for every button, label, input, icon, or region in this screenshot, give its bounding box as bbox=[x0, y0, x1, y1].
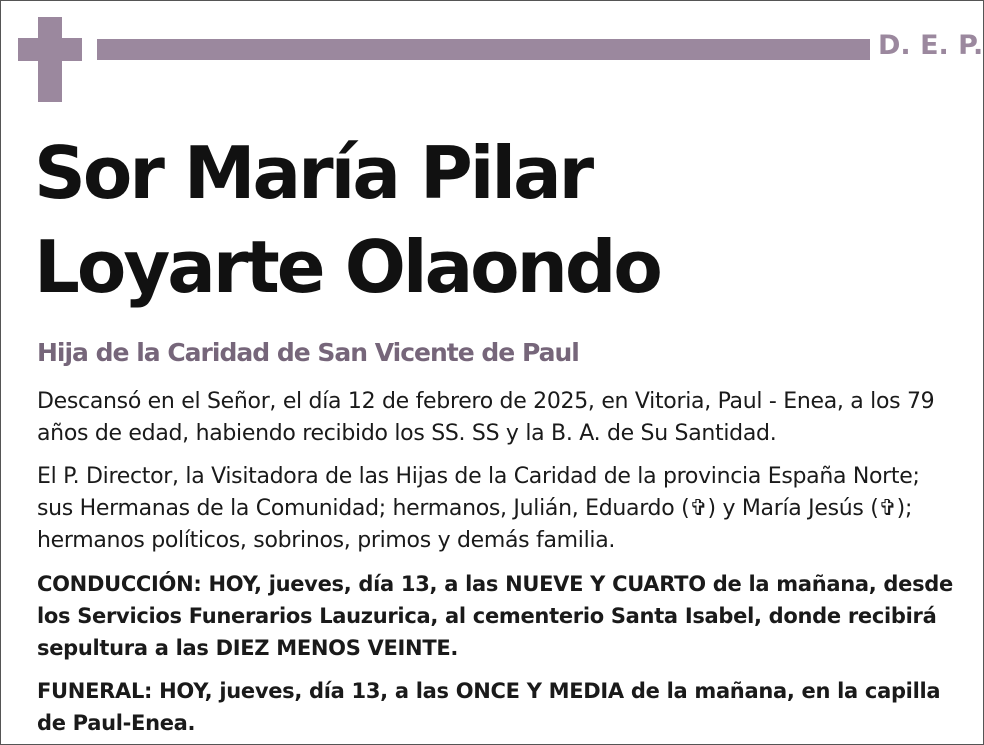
family-paragraph: El P. Director, la Visitadora de las Hijas de la Caridad de la provincia España Norte; sus Hermanas de la Comunidad; hermanos, Julián, Eduardo (✞) y María Jesús (✞); hermanos políticos, sobrinos, primos y demás familia. bbox=[37, 464, 920, 553]
funeral-paragraph: FUNERAL: HOY, jueves, día 13, a las ONCE Y MEDIA de la mañana, en la capilla de Paul-Enea. bbox=[37, 679, 941, 735]
death-notice-paragraph: Descansó en el Señor, el día 12 de febrero de 2025, en Vitoria, Paul - Enea, a los 79 años de edad, habiendo recibido los SS. SS y la B. A. de Su Santidad. bbox=[37, 389, 935, 446]
cross-horizontal-bar bbox=[18, 38, 82, 61]
deceased-name-line1: Sor María Pilar bbox=[34, 131, 592, 215]
conduccion-paragraph: CONDUCCIÓN: HOY, jueves, día 13, a las NUEVE Y CUARTO de la mañana, desde los Servicios Funerarios Lauzurica, al cementerio Santa Isabel, donde recibirá sepultura a las DIEZ MENOS VEINTE. bbox=[37, 572, 953, 660]
deceased-name-line2: Loyarte Olaondo bbox=[34, 225, 660, 309]
header-divider-bar bbox=[97, 39, 870, 60]
deceased-name bbox=[34, 126, 660, 314]
deceased-subtitle: Hija de la Caridad de San Vicente de Paul bbox=[37, 338, 579, 367]
dep-label: D. E. P. bbox=[878, 30, 984, 61]
